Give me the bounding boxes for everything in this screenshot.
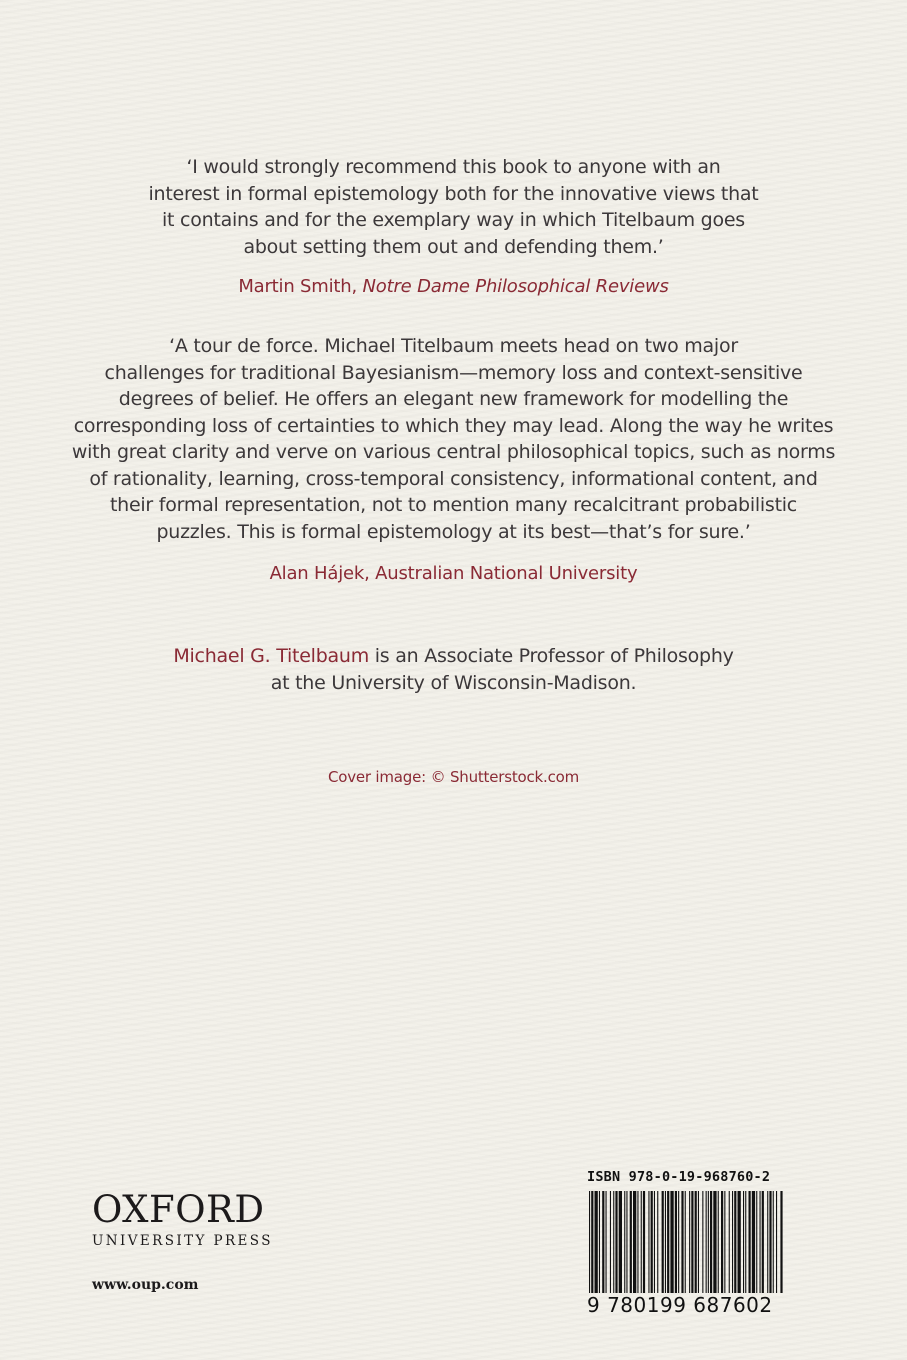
oxford-university-press-logo bbox=[92, 1190, 302, 1250]
review-quote-1 bbox=[60, 154, 847, 260]
publisher-website: www.oup.com bbox=[92, 1277, 199, 1293]
bio-text: is an Associate Professor of Philosophy bbox=[368, 645, 734, 667]
quote-line: of rationality, learning, cross-temporal consistency, informational content, and bbox=[89, 467, 818, 490]
cover-image-credit: Cover image: © Shutterstock.com bbox=[327, 768, 580, 786]
author-name: Michael G. Titelbaum bbox=[173, 645, 369, 667]
bio-text: at the University of Wisconsin-Madison. bbox=[270, 671, 637, 694]
barcode-number: 9 780199 687602 bbox=[587, 1293, 773, 1317]
review-quote-2 bbox=[60, 333, 847, 545]
quote-line: degrees of belief. He offers an elegant new framework for modelling the bbox=[118, 388, 789, 410]
review-attribution-1 bbox=[60, 275, 847, 299]
quote-line: corresponding loss of certainties to which they may lead. Along the way he writes bbox=[73, 414, 834, 437]
quote-line: ‘I would strongly recommend this book to anyone with an bbox=[186, 156, 721, 178]
isbn-block bbox=[587, 1168, 787, 1316]
reviewer-source: Notre Dame Philosophical Reviews bbox=[362, 276, 669, 297]
logo-subtitle: UNIVERSITY PRESS bbox=[92, 1233, 273, 1249]
review-attribution-2 bbox=[60, 562, 847, 586]
quote-line: with great clarity and verve on various central philosophical topics, such as norms bbox=[71, 441, 836, 463]
quote-line: it contains and for the exemplary way in which Titelbaum goes bbox=[162, 209, 745, 231]
quote-line: challenges for traditional Bayesianism—memory loss and context-sensitive bbox=[104, 361, 803, 384]
isbn-label: ISBN 978-0-19-968760-2 bbox=[587, 1169, 771, 1185]
reviewer-name: Martin Smith, bbox=[238, 276, 363, 297]
quote-line: their formal representation, not to mention many recalcitrant probabilistic bbox=[109, 494, 798, 516]
logo-wordmark: OXFORD bbox=[92, 1188, 265, 1231]
reviewer-name: Alan Hájek, Australian National University bbox=[269, 563, 638, 584]
quote-line: interest in formal epistemology both for the innovative views that bbox=[148, 182, 759, 205]
quote-line: puzzles. This is formal epistemology at its best—that’s for sure.’ bbox=[156, 520, 751, 543]
barcode-icon bbox=[587, 1191, 783, 1293]
author-bio bbox=[60, 643, 847, 696]
quote-line: about setting them out and defending them.’ bbox=[243, 235, 664, 258]
quote-line: ‘A tour de force. Michael Titelbaum meets head on two major bbox=[169, 335, 738, 357]
